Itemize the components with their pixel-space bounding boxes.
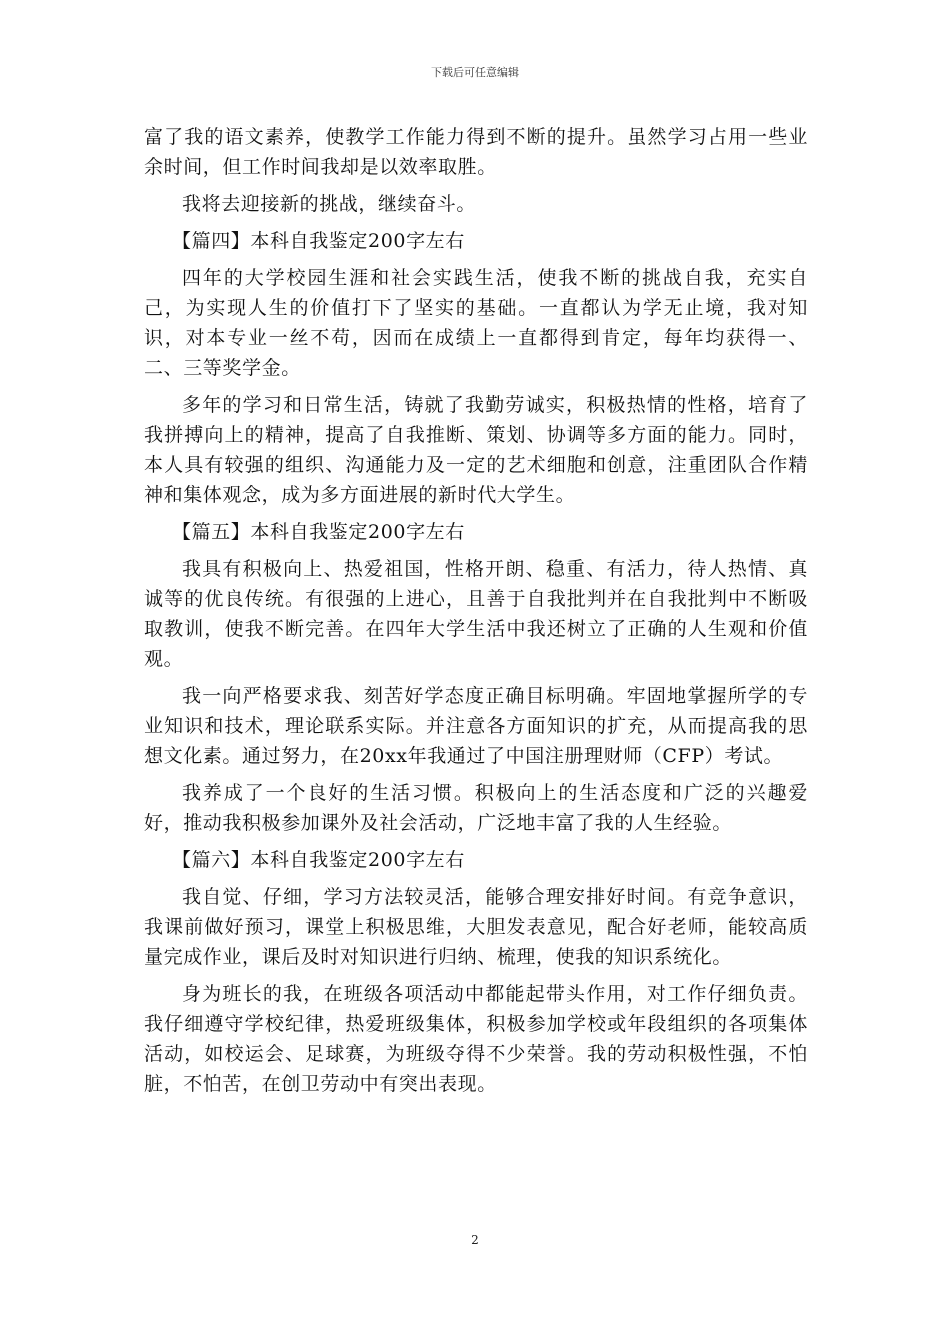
paragraph: 我养成了一个良好的生活习惯。积极向上的生活态度和广泛的兴趣爱好，推动我积极参加课外及社会活动，广泛地丰富了我的人生经验。 — [144, 782, 808, 834]
paragraph: 身为班长的我，在班级各项活动中都能起带头作用，对工作仔细负责。我仔细遵守学校纪律，热爱班级集体，积极参加学校或年段组织的各项集体活动，如校运会、足球赛，为班级夺得不少荣誉。我的劳动积极性强，不怕脏，不怕苦，在创卫劳动中有突出表现。 — [144, 983, 808, 1095]
paragraph: 我一向严格要求我、刻苦好学态度正确目标明确。牢固地掌握所学的专业知识和技术，理论联系实际。并注意各方面知识的扩充，从而提高我的思想文化素。通过努力，在20xx年我通过了中国注册理财师（CFP）考试。 — [144, 685, 808, 767]
paragraph: 我具有积极向上、热爱祖国，性格开朗、稳重、有活力，待人热情、真诚等的优良传统。有很强的上进心，且善于自我批判并在自我批判中不断吸取教训，使我不断完善。在四年大学生活中我还树立了正确的人生观和价值观。 — [144, 558, 808, 670]
paragraph: 多年的学习和日常生活，铸就了我勤劳诚实，积极热情的性格，培育了我拼搏向上的精神，提高了自我推断、策划、协调等多方面的能力。同时，本人具有较强的组织、沟通能力及一定的艺术细胞和创意，注重团队合作精神和集体观念，成为多方面进展的新时代大学生。 — [144, 394, 808, 506]
paragraph-continued: 富了我的语文素养，使教学工作能力得到不断的提升。虽然学习占用一些业余时间，但工作时间我却是以效率取胜。 — [144, 126, 808, 178]
page-header: 下载后可任意编辑 — [431, 66, 519, 79]
document-body — [144, 122, 808, 1099]
section-heading-6: 【篇六】本科自我鉴定200字左右 — [172, 849, 465, 871]
paragraph: 我自觉、仔细，学习方法较灵活，能够合理安排好时间。有竞争意识，我课前做好预习，课堂上积极思维，大胆发表意见，配合好老师，能较高质量完成作业，课后及时对知识进行归纳、梳理，使我的知识系统化。 — [144, 886, 808, 968]
paragraph: 四年的大学校园生涯和社会实践生活，使我不断的挑战自我，充实自己，为实现人生的价值打下了坚实的基础。一直都认为学无止境，我对知识，对本专业一丝不苟，因而在成绩上一直都得到肯定，每年均获得一、二、三等奖学金。 — [144, 267, 808, 379]
page-number: 2 — [471, 1233, 479, 1247]
section-heading-4: 【篇四】本科自我鉴定200字左右 — [172, 230, 465, 252]
section-heading-5: 【篇五】本科自我鉴定200字左右 — [172, 521, 465, 543]
paragraph: 我将去迎接新的挑战，继续奋斗。 — [182, 193, 477, 215]
